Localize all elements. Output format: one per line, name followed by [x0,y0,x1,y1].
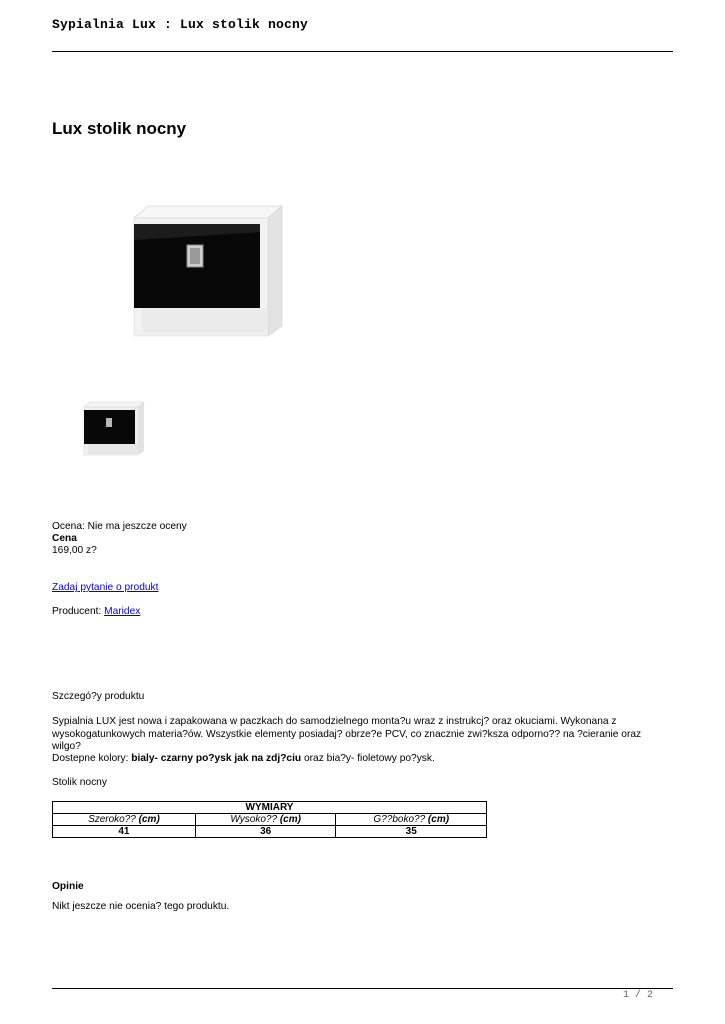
colors-prefix: Dostepne kolory: [52,753,129,764]
width-header: Szeroko?? (cm) [53,814,196,826]
rating-text: Ocena: Nie ma jeszcze oceny [52,521,187,532]
depth-header: G??boko?? (cm) [336,814,487,826]
price-value: 169,00 z? [52,545,97,556]
height-value: 36 [195,826,336,838]
producer-line [52,606,140,619]
colors-suffix: oraz bia?y- fioletowy po?ysk. [304,753,435,764]
product-title: Lux stolik nocny [52,119,187,138]
footer-divider [52,988,673,989]
reviews-heading: Opinie [52,881,84,892]
height-header: Wysoko?? (cm) [195,814,336,826]
available-colors [52,753,435,766]
page-number: 1 / 2 [623,990,654,1001]
nightstand-thumbnail[interactable] [70,393,160,463]
header-divider [52,51,673,52]
reviews-text: Nikt jeszcze nie ocenia? tego produktu. [52,901,230,912]
dimensions-table [52,801,487,838]
price-label: Cena [52,533,77,544]
width-value: 41 [53,826,196,838]
producer-label: Producent: [52,606,102,617]
producer-link[interactable]: Maridex [104,606,141,617]
colors-bold: bialy- czarny po?ysk jak na zdj?ciu [131,753,302,764]
dimensions-heading: WYMIARY [53,802,487,814]
nightstand-image[interactable] [120,188,300,348]
details-heading: Szczegó?y produktu [52,691,145,702]
product-description: Sypialnia LUX jest nowa i zapakowana w paczkach do samodzielnego monta?u wraz z instrukcj? oraz okuciami. Wykonana z wysokogatunkowych materia?ów. Wszystkie elementy posiadaj? obrze?e PCV, co znacznie zwi?ksza odporno?? na ?cieranie oraz wilgo? [52,716,642,752]
page-header-title: Sypialnia Lux : Lux stolik nocny [52,17,309,32]
item-name: Stolik nocny [52,777,107,788]
depth-value: 35 [336,826,487,838]
ask-question-link[interactable]: Zadaj pytanie o produkt [52,582,159,593]
